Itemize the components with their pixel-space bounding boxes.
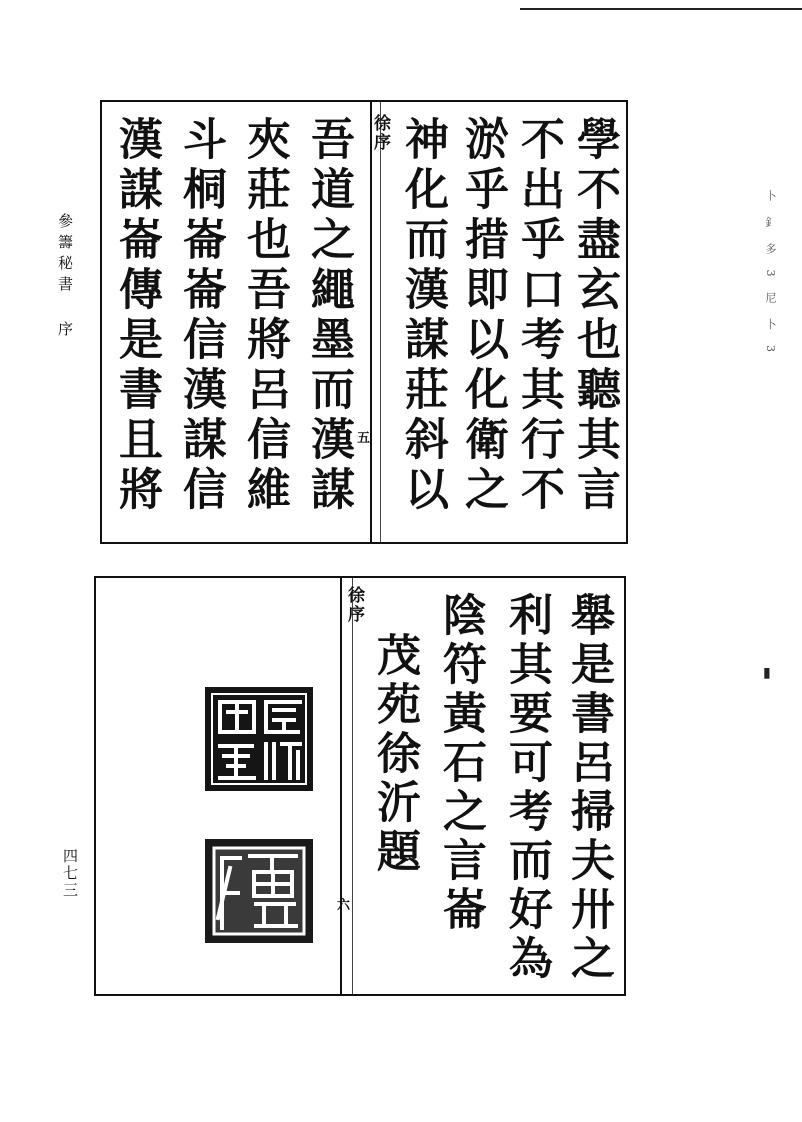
margin-title-char: 秘 bbox=[58, 254, 78, 272]
right-edge-marks: 卜 釒 多 3 尼 卜 3 bbox=[764, 190, 777, 358]
fold-line bbox=[370, 102, 372, 542]
page-number: 四七三 bbox=[61, 848, 79, 899]
text-column: 夾莊也吾將呂信維 bbox=[239, 116, 290, 516]
text-column: 斗桐崙崙信漢謀信 bbox=[175, 116, 226, 516]
fold-page-number: 五 bbox=[357, 431, 373, 446]
signature-column: 茂苑徐沂題 bbox=[369, 632, 420, 877]
text-column: 漢謀崙傳是書且將 bbox=[111, 116, 162, 516]
margin-title-char: 籌 bbox=[58, 233, 78, 251]
text-column: 陰符黃石之言崙 bbox=[435, 592, 486, 935]
bottom-spread bbox=[94, 576, 626, 996]
fold-line bbox=[340, 578, 342, 994]
top-border-line bbox=[520, 8, 802, 10]
text-column: 舉是書呂掃夫卅之 bbox=[563, 592, 614, 984]
seal-du bbox=[204, 838, 314, 944]
margin-title bbox=[58, 210, 77, 339]
margin-section: 序 bbox=[58, 320, 78, 338]
text-column: 不出乎口考其行不 bbox=[513, 116, 564, 516]
fold-label: 徐序 bbox=[344, 586, 364, 624]
text-column: 吾道之繩墨而漢謀 bbox=[303, 116, 354, 516]
seal-xu-yi-zhi-yin bbox=[204, 686, 314, 792]
right-edge-dot: ▮ bbox=[763, 665, 771, 681]
text-column: 利其要可考而好為 bbox=[501, 592, 552, 984]
text-column: 淤乎措即以化衛之 bbox=[457, 116, 508, 516]
fold-page-number: 六 bbox=[337, 898, 353, 913]
margin-title-char: 書 bbox=[58, 275, 78, 293]
top-spread bbox=[100, 100, 628, 544]
fold-line bbox=[380, 102, 381, 542]
margin-title-char: 參 bbox=[58, 212, 78, 230]
fold-line bbox=[352, 578, 353, 994]
fold-label: 徐序 bbox=[370, 114, 390, 152]
text-column: 學不盡玄也聽其言 bbox=[569, 116, 620, 516]
text-column: 神化而漢謀莊斜以 bbox=[397, 116, 448, 516]
